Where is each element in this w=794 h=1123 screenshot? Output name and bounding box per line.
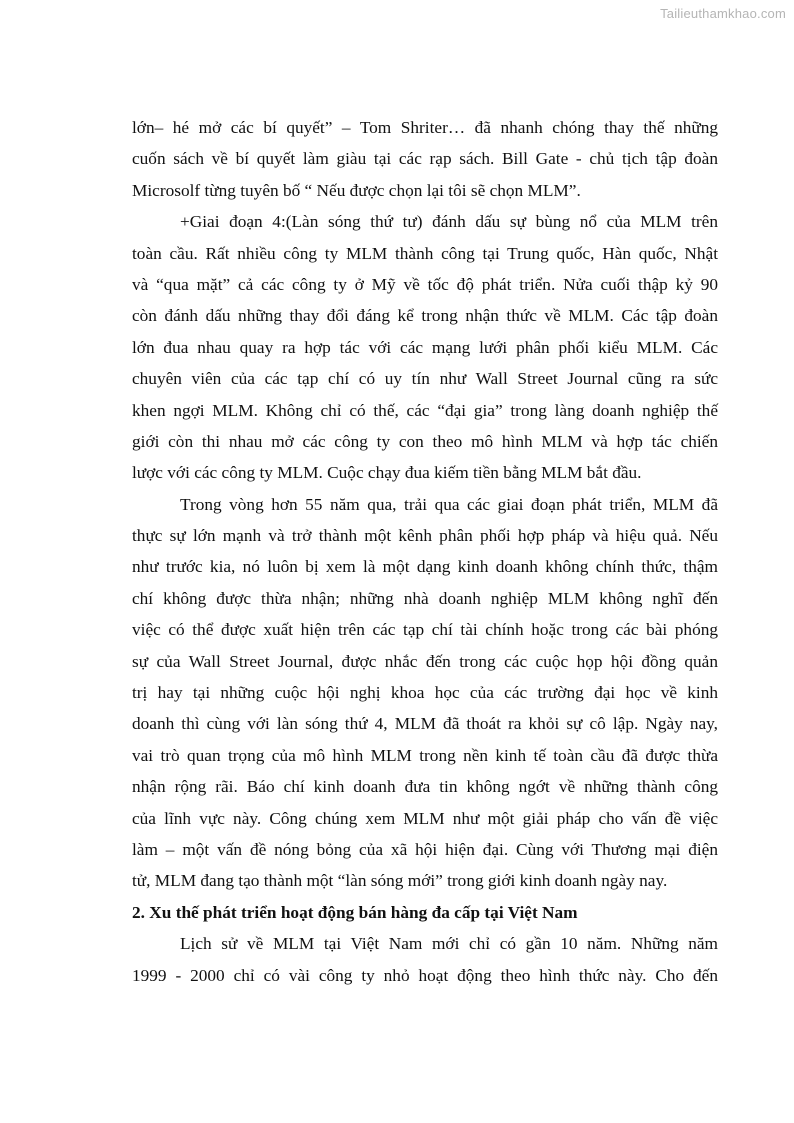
text-line: doanh thì cùng với làn sóng thứ 4, MLM đã thoát ra khỏi sự cô lập. Ngày nay, [132, 714, 718, 734]
text-line: thực sự lớn mạnh và trở thành một kênh phân phối hợp pháp và hiệu quả. Nếu [132, 526, 718, 546]
text-line: vai trò quan trọng của mô hình MLM trong nền kinh tế toàn cầu đã được thừa [132, 745, 718, 765]
text-line: sự của Wall Street Journal, được nhắc đến trong các cuộc họp hội đồng quản [132, 651, 718, 671]
paragraph-stage-4 [132, 206, 718, 489]
text-line: lớn– hé mở các bí quyết” – Tom Shriter… đã nhanh chóng thay thế những [132, 118, 718, 137]
text-line: chuyên viên của các tạp chí có uy tín như Wall Street Journal cũng ra sức [132, 369, 718, 389]
text-line: làm – một vấn đề nóng bỏng của xã hội hiện đại. Cùng với Thương mại điện [132, 839, 718, 859]
text-line: nhận rộng rãi. Báo chí kinh doanh đưa tin không ngớt về những thành công [132, 777, 718, 797]
paragraph-vietnam-history [132, 928, 718, 991]
text-line: như trước kia, nó luôn bị xem là một dạng kinh doanh không chính thức, thậm [132, 557, 718, 577]
text-line: trị hay tại những cuộc hội nghị khoa học của các trường đại học về kinh [132, 683, 718, 703]
text-line: Trong vòng hơn 55 năm qua, trải qua các giai đoạn phát triển, MLM đã [180, 494, 718, 514]
text-line: Lịch sử về MLM tại Việt Nam mới chỉ có gần 10 năm. Những năm [180, 934, 718, 954]
text-line: của lĩnh vực này. Công chúng xem MLM như một giải pháp cho vấn đề việc [132, 808, 718, 828]
text-line: giới còn thi nhau mở các công ty con theo mô hình MLM và hợp tác chiến [132, 431, 718, 451]
text-line: chí không được thừa nhận; những nhà doanh nghiệp MLM không nghĩ đến [132, 588, 718, 608]
text-line: Microsolf từng tuyên bố “ Nếu được chọn lại tôi sẽ chọn MLM”. [132, 180, 581, 200]
paragraph-bill-gate [132, 112, 718, 206]
text-line: 1999 - 2000 chỉ có vài công ty nhỏ hoạt động theo hình thức này. Cho đến [132, 965, 718, 985]
text-line: cuốn sách về bí quyết làm giàu tại các rạp sách. Bill Gate - chủ tịch tập đoàn [132, 149, 718, 169]
text-line: việc có thể được xuất hiện trên các tạp chí tài chính hoặc trong các bài phóng [132, 620, 718, 640]
text-line: khen ngợi MLM. Không chỉ có thế, các “đại gia” trong làng doanh nghiệp thế [132, 400, 718, 420]
text-line: và “qua mặt” cả các công ty ở Mỹ về tốc độ phát triển. Nửa cuối thập kỷ 90 [132, 274, 718, 294]
text-line: còn đánh dấu những thay đổi đáng kể trong nhận thức về MLM. Các tập đoàn [132, 306, 718, 326]
document-body [132, 112, 718, 991]
site-watermark: Tailieuthamkhao.com [660, 6, 786, 21]
text-line: tử, MLM đang tạo thành một “làn sóng mới” trong giới kinh doanh ngày nay. [132, 871, 668, 891]
text-line: toàn cầu. Rất nhiều công ty MLM thành công tại Trung quốc, Hàn quốc, Nhật [132, 243, 718, 263]
text-line: lớn đua nhau quay ra hợp tác với các mạng lưới phân phối kiểu MLM. Các [132, 337, 718, 357]
paragraph-55-years [132, 489, 718, 897]
section-heading: 2. Xu thế phát triển hoạt động bán hàng đa cấp tại Việt Nam [132, 902, 578, 922]
text-line: +Giai đoạn 4:(Làn sóng thứ tư) đánh dấu sự bùng nổ của MLM trên [180, 212, 718, 232]
text-line: lược với các công ty MLM. Cuộc chạy đua kiếm tiền bằng MLM bắt đầu. [132, 463, 642, 483]
